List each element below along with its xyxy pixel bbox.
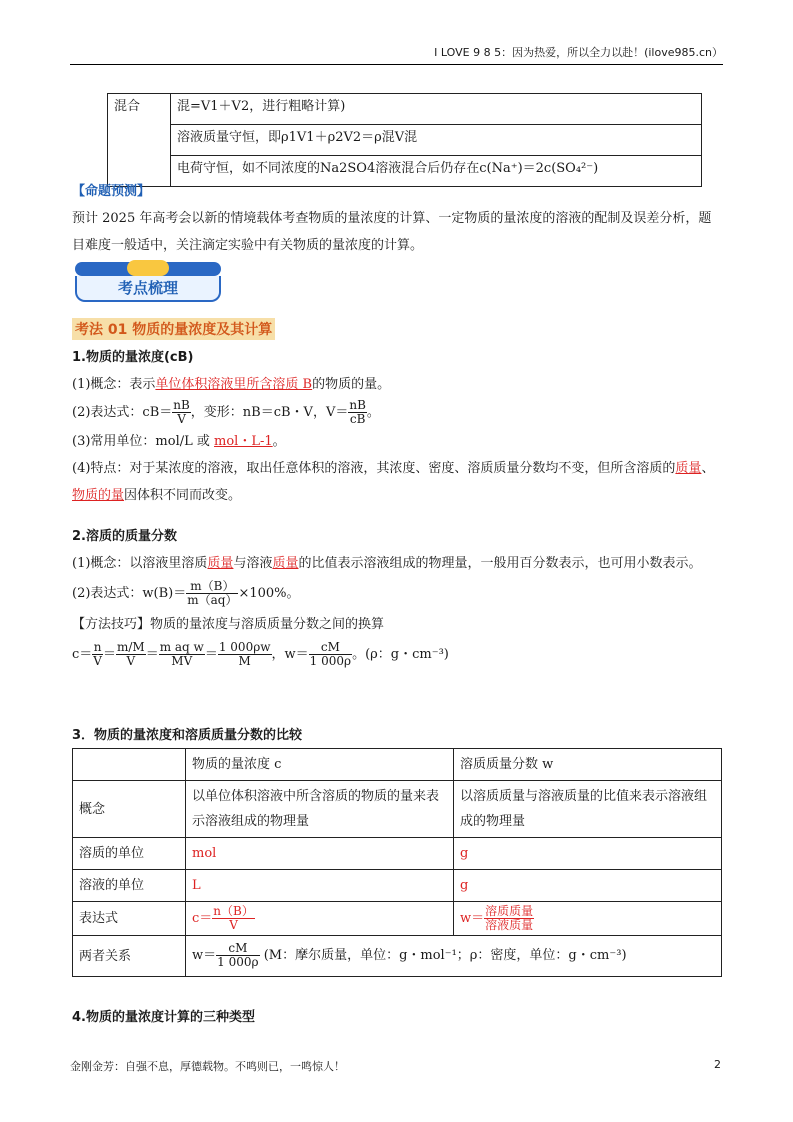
header-text: I LOVE 9 8 5：因为热爱，所以全力以赴！(ilove985.cn）: [434, 46, 723, 59]
row-label-solution: 溶液的单位: [73, 870, 186, 902]
s1-p3-red: mol・L-1: [214, 434, 273, 449]
rel-pre: w＝: [192, 948, 217, 963]
s2-heading: 2.溶质的质量分数: [72, 529, 177, 544]
comparison-table: [72, 748, 722, 977]
frac-f1-num: n: [93, 640, 102, 654]
col-header-c: 物质的量浓度 c: [186, 749, 454, 781]
table-row: [73, 936, 722, 977]
s2-method: 【方法技巧】物质的量浓度与溶质质量分数之间的换算: [72, 617, 385, 632]
s1-p4: [72, 455, 722, 509]
frac-v: [348, 399, 367, 426]
cell-solution-w: g: [454, 870, 722, 902]
frac-f2-num: m/M: [116, 640, 145, 654]
frac-wb-num: m（B）: [186, 580, 238, 594]
mixing-row-3: 电荷守恒，如不同浓度的Na2SO4溶液混合后仍存在c(Na⁺)＝2c(SO₄²⁻): [171, 156, 702, 187]
banner-label: 考点梳理: [75, 276, 221, 302]
s1-p2-pre: (2)表达式：cB＝: [72, 405, 173, 420]
frac-expr-c-num: n（B）: [213, 904, 254, 918]
cell-expr-w: [454, 902, 722, 936]
frac-f1-den: V: [93, 654, 102, 668]
row-label-solute: 溶质的单位: [73, 838, 186, 870]
prediction-block: [72, 178, 722, 259]
frac-rel-den: 1 000ρ: [217, 955, 259, 969]
banner-knob: [127, 260, 169, 276]
frac-f3-num: m aq w: [159, 640, 204, 654]
frac-wb-den: m（aq）: [187, 593, 238, 607]
formula-unit: 。(ρ：g・cm⁻³): [352, 647, 449, 662]
s1-p2: [72, 398, 722, 428]
row-label-relation: 两者关系: [73, 936, 186, 977]
s1-p4-sep: 、: [701, 461, 715, 476]
s1-p4-red1: 质量: [675, 461, 702, 476]
table-row: [73, 838, 722, 870]
s2-p2-pre: (2)表达式：w(B)＝: [72, 586, 187, 601]
frac-f3-den: MV: [171, 654, 193, 668]
cell-concept-c: 以单位体积溶液中所含溶质的物质的量来表示溶液组成的物理量: [186, 781, 454, 838]
frac-v-den: cB: [349, 412, 366, 426]
s2-p1: [72, 550, 722, 577]
section-title: 考法 01 物质的量浓度及其计算: [72, 318, 275, 340]
frac-v-num: nB: [349, 398, 366, 412]
cell-relation: [186, 936, 722, 977]
frac-expr-w-num: 溶质质量: [485, 904, 534, 918]
frac-f4-den: M: [238, 654, 251, 668]
s2-p1-red2: 质量: [272, 556, 299, 571]
s1-p1: [72, 371, 722, 398]
frac-expr-c: [212, 905, 255, 932]
row-label-concept: 概念: [73, 781, 186, 838]
s2-p1-post: 的比值表示溶液组成的物理量，一般用百分数表示，也可用小数表示。: [298, 556, 702, 571]
frac-cb: [172, 399, 191, 426]
frac-f5-den: 1 000ρ: [309, 654, 352, 668]
table-row: [73, 870, 722, 902]
section-banner: [75, 262, 221, 302]
rel-post: (M：摩尔质量，单位：g・mol⁻¹；ρ：密度，单位：g・cm⁻³): [263, 948, 627, 963]
frac-f5: [309, 641, 352, 668]
frac-rel: [216, 942, 259, 969]
frac-f1: [92, 641, 103, 668]
s2-p1-red1: 质量: [207, 556, 234, 571]
s1-p4-red2: 物质的量: [72, 488, 125, 503]
formula-c: c＝: [72, 647, 93, 662]
cell-concept-w: 以溶质质量与溶液质量的比值来表示溶液组成的物理量: [454, 781, 722, 838]
s1-heading: 1.物质的量浓度(cB): [72, 350, 194, 365]
mixing-table: [107, 93, 702, 187]
frac-expr-w-den: 溶液质量: [485, 918, 534, 932]
formula-w: ，w＝: [271, 647, 309, 662]
frac-f4-num: 1 000ρw: [218, 640, 271, 654]
s1-p4-line: (4)特点：对于某浓度的溶液，取出任意体积的溶液，其浓度、密度、溶质质量分数均不变，但所含溶质的: [72, 461, 676, 476]
prediction-text: 预计 2025 年高考会以新的情境载体考查物质的量浓度的计算、一定物质的量浓度的溶液的配制及误差分析，题目难度一般适中，关注滴定实验中有关物质的量浓度的计算。: [72, 211, 712, 253]
row-label-expr: 表达式: [73, 902, 186, 936]
s1-p3: [72, 428, 722, 455]
page-header: [70, 44, 723, 65]
s1-p3-post: 。: [272, 434, 286, 449]
s1-p1-pre: (1)概念：表示: [72, 377, 156, 392]
s1-p2-end: 。: [366, 405, 380, 420]
frac-f2-den: V: [126, 654, 136, 668]
section-1: [72, 344, 722, 509]
corner-cell: [73, 749, 186, 781]
s3-heading: 3．物质的量浓度和溶质质量分数的比较: [72, 728, 303, 743]
prediction-title: 【命题预测】: [72, 184, 151, 199]
mixing-label: 混合: [108, 94, 171, 187]
frac-f4: [218, 641, 272, 668]
frac-f3: [159, 641, 205, 668]
frac-wb: [186, 580, 238, 607]
frac-f5-num: cM: [309, 641, 352, 655]
frac-expr-c-den: V: [229, 918, 238, 932]
table-row: [73, 902, 722, 936]
s2-p1-pre: (1)概念：以溶液里溶质: [72, 556, 208, 571]
s1-p1-red: 单位体积溶液里所含溶质 B: [155, 377, 313, 392]
expr-w-pre: w＝: [460, 911, 485, 926]
frac-cb-num: nB: [173, 398, 190, 412]
frac-expr-w: [484, 905, 534, 932]
section-2: [72, 523, 722, 672]
s4-heading: 4.物质的量浓度计算的三种类型: [72, 1010, 255, 1025]
mixing-row-2: 溶液质量守恒，即ρ1V1＋ρ2V2＝ρ混V混: [171, 125, 702, 156]
frac-cb-den: V: [177, 412, 186, 426]
expr-c-pre: c＝: [192, 911, 213, 926]
cell-solute-w: g: [454, 838, 722, 870]
s2-p2-post: ×100%。: [238, 586, 300, 601]
frac-f2: [116, 641, 146, 668]
s1-p3-pre: (3)常用单位：mol/L 或: [72, 434, 210, 449]
col-header-w: 溶质质量分数 w: [454, 749, 722, 781]
table-row: [73, 781, 722, 838]
page-number: 2: [714, 1058, 721, 1071]
mixing-row-1: 混=V1＋V2，进行粗略计算): [171, 94, 702, 125]
s1-p2-mid: ，变形：nB＝cB・V，V＝: [190, 405, 349, 420]
cell-solution-c: L: [186, 870, 454, 902]
table-row: [73, 749, 722, 781]
footer-motto: 金刚金芳：自强不息，厚德载物。不鸣则已，一鸣惊人！: [70, 1060, 345, 1073]
s2-p2: [72, 577, 722, 611]
s2-p1-mid: 与溶液: [233, 556, 273, 571]
cell-expr-c: [186, 902, 454, 936]
cell-solute-c: mol: [186, 838, 454, 870]
s2-formula: c＝ $\frac{n}{V}$ ＝ $\frac{m/M}{V}$ ＝ $\frac{\text{m aq w}}{MV}$ ＝ $\frac{1 000\rho w}{M}$ ，w＝ $\frac{cM}{1 000\rho}$ 。(ρ：g・cm⁻³): [72, 640, 449, 668]
s1-p4-post: 因体积不同而改变。: [124, 488, 242, 503]
frac-rel-num: cM: [216, 942, 259, 956]
s1-p1-post: 的物质的量。: [312, 377, 391, 392]
